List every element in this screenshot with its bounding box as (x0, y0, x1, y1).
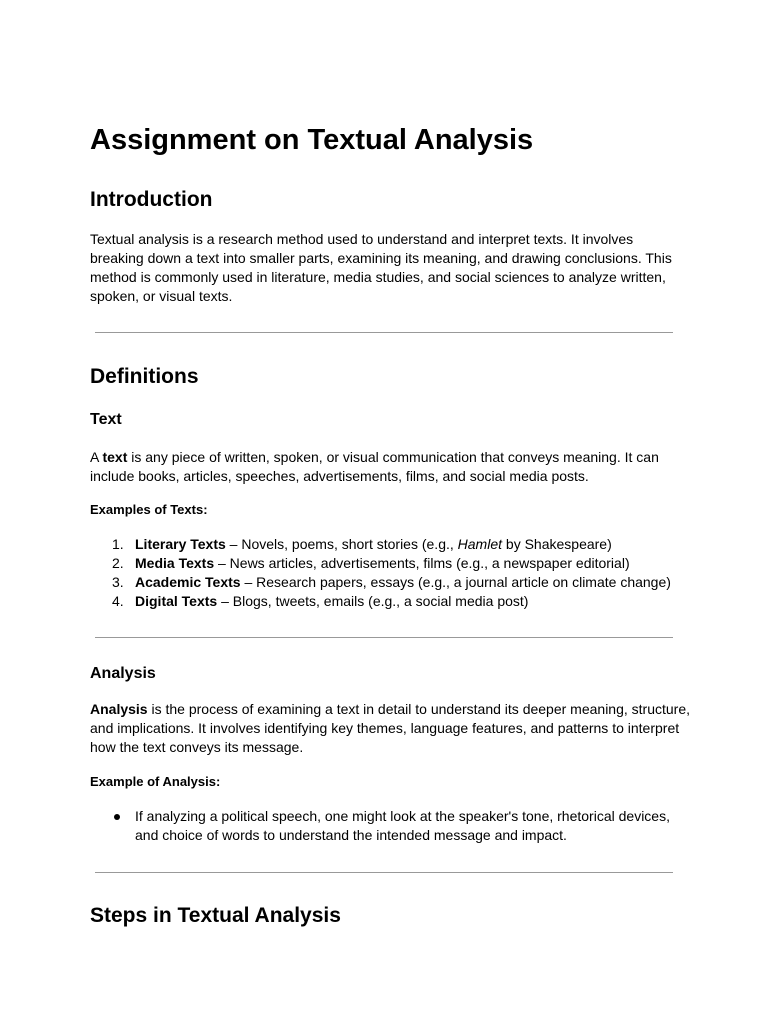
examples-of-texts-label: Examples of Texts: (90, 502, 208, 517)
divider (95, 637, 673, 638)
bullet-text: If analyzing a political speech, one might look at the speaker's tone, rhetorical devices, and choice of words to understand the intended message and impact. (135, 808, 670, 843)
document-title: Assignment on Textual Analysis (90, 124, 534, 156)
text-term: text (102, 449, 128, 465)
list-term: Academic Texts (135, 574, 241, 590)
introduction-heading: Introduction (90, 188, 213, 211)
list-item (90, 573, 671, 592)
list-item (90, 535, 671, 554)
list-number: 1. (112, 536, 124, 552)
analysis-term: Analysis (90, 701, 148, 717)
list-description: – Research papers, essays (e.g., a journal article on climate change) (240, 574, 671, 590)
bullet-icon (114, 814, 120, 820)
text-definition-body: is any piece of written, spoken, or visual communication that conveys meaning. It can include books, articles, speeches, advertisements, films, and social media posts. (90, 449, 659, 484)
list-number: 4. (112, 593, 124, 609)
divider (95, 872, 673, 873)
introduction-paragraph: Textual analysis is a research method used to understand and interpret texts. It involves breaking down a text into smaller parts, examining its meaning, and drawing conclusions. This method is commonly used in literature, media studies, and social sciences to analyze written, spoken, or visual texts. (90, 231, 672, 304)
analysis-subheading: Analysis (90, 665, 156, 682)
steps-heading: Steps in Textual Analysis (90, 904, 341, 927)
text-definition-lead: A (90, 449, 103, 465)
list-number: 2. (112, 555, 124, 571)
analysis-definition-paragraph (90, 700, 690, 757)
list-item (90, 807, 675, 845)
example-of-analysis-label: Example of Analysis: (90, 774, 221, 789)
divider (95, 332, 673, 333)
example-of-analysis-list (90, 807, 675, 845)
definitions-heading: Definitions (90, 365, 199, 388)
list-term: Media Texts (135, 555, 215, 571)
analysis-definition-body: is the process of examining a text in detail to understand its deeper meaning, structure, and implications. It involves identifying key themes, language features, and patterns to interpret how the text conveys its message. (90, 701, 691, 755)
list-number: 3. (112, 574, 124, 590)
examples-of-texts-list (90, 535, 671, 611)
list-item (90, 554, 671, 573)
list-term: Literary Texts (135, 536, 226, 552)
list-term: Digital Texts (135, 593, 218, 609)
list-italic-title: Hamlet (457, 536, 503, 552)
list-description: – Blogs, tweets, emails (e.g., a social media post) (217, 593, 529, 609)
list-description-end: by Shakespeare) (502, 536, 612, 552)
list-item (90, 592, 671, 611)
list-description: – News articles, advertisements, films (e.g., a newspaper editorial) (214, 555, 630, 571)
text-definition-paragraph (90, 448, 690, 486)
list-description: – Novels, poems, short stories (e.g., (225, 536, 458, 552)
text-subheading: Text (90, 411, 122, 428)
